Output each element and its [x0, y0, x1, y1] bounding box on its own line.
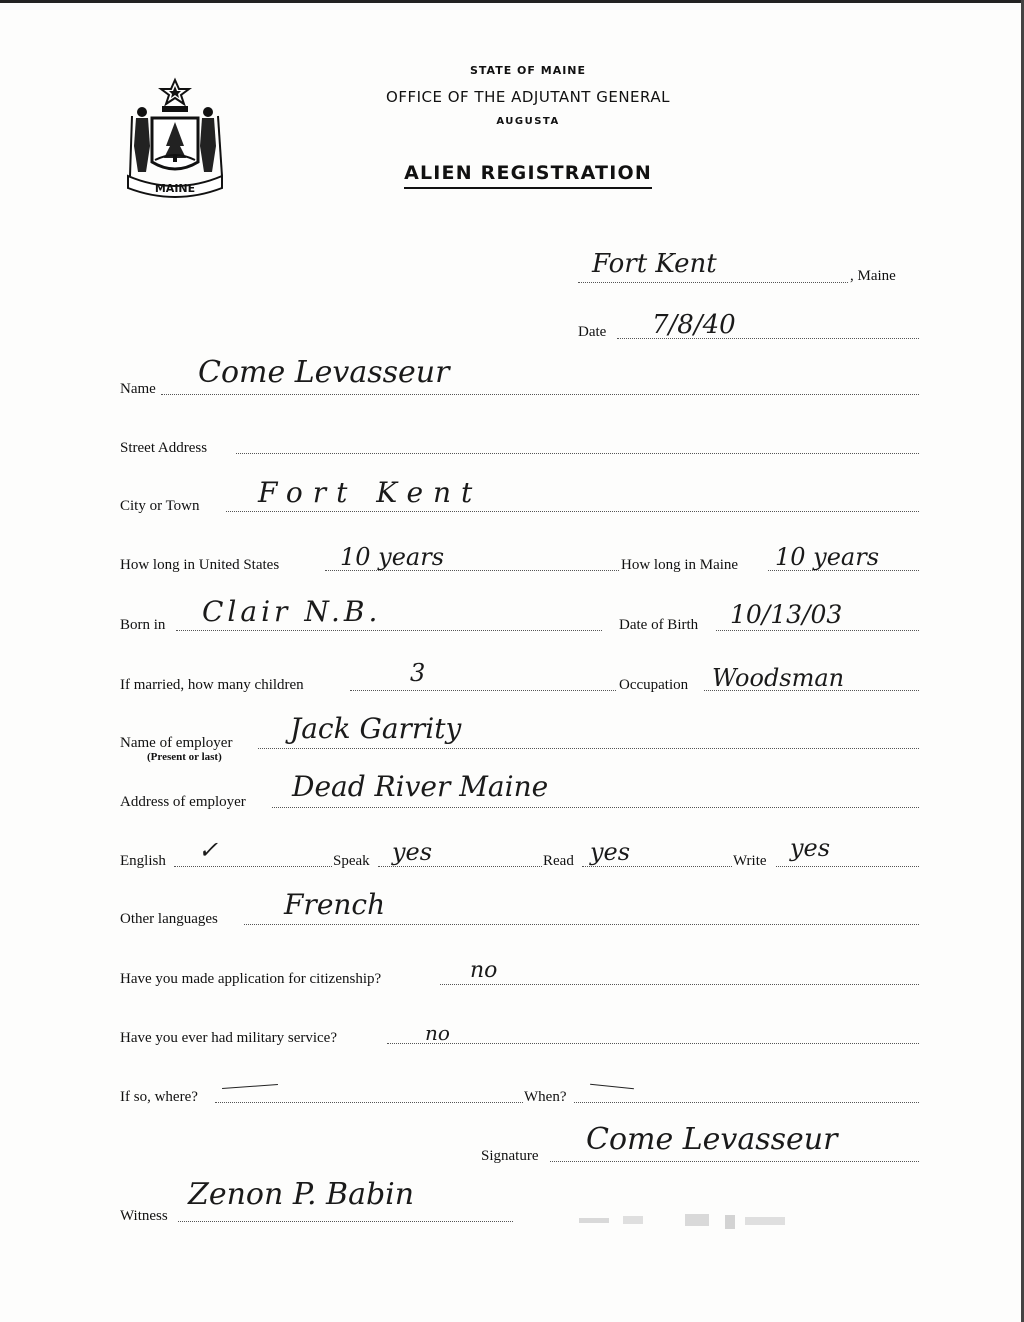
signature-value: Come Levasseur [586, 1122, 838, 1157]
citizenship-value: no [470, 958, 498, 983]
other-languages-line [244, 924, 919, 925]
military-service-line [387, 1043, 919, 1044]
employer-name-value: Jack Garrity [290, 712, 462, 745]
citizenship-label: Have you made application for citizenship? [120, 971, 382, 987]
date-of-birth-line [716, 630, 919, 631]
where-dash-mark [222, 1084, 278, 1089]
header-office: OFFICE OF THE ADJUTANT GENERAL [386, 88, 670, 106]
header-state: STATE OF MAINE [469, 64, 587, 77]
english-line [174, 866, 332, 867]
place-line [578, 282, 848, 283]
how-long-us-label: How long in United States [120, 557, 280, 573]
place-value: Fort Kent [592, 249, 717, 279]
citizenship-line [440, 984, 919, 985]
city-label: City or Town [120, 498, 200, 514]
other-languages-label: Other languages [120, 911, 218, 927]
military-service-value: no [425, 1021, 450, 1045]
seal-banner-text: MAINE [154, 182, 196, 195]
employer-name-sublabel: (Present or last) [147, 751, 222, 763]
born-in-line [176, 630, 602, 631]
name-line [161, 394, 919, 395]
employer-address-label: Address of employer [120, 794, 246, 810]
where-line [215, 1102, 523, 1103]
witness-value: Zenon P. Babin [188, 1177, 415, 1212]
date-label: Date [578, 324, 607, 340]
name-label: Name [120, 381, 156, 397]
faint-stamp-mark [575, 1210, 805, 1234]
other-languages-value: French [284, 888, 386, 921]
witness-line [178, 1221, 513, 1222]
city-line [226, 511, 919, 512]
read-label: Read [543, 853, 574, 869]
children-value: 3 [410, 659, 426, 687]
write-label: Write [733, 853, 767, 869]
occupation-value: Woodsman [712, 664, 845, 692]
employer-address-value: Dead River Maine [292, 770, 549, 803]
children-label: If married, how many children [120, 677, 304, 693]
write-line [776, 866, 919, 867]
where-label: If so, where? [120, 1089, 198, 1105]
form-title-text: ALIEN REGISTRATION [404, 162, 652, 189]
how-long-us-value: 10 years [340, 543, 445, 571]
place-suffix: , Maine [850, 268, 896, 284]
header-city: AUGUSTA [496, 116, 560, 127]
when-line [574, 1102, 919, 1103]
english-label: English [120, 853, 166, 869]
signature-label: Signature [481, 1148, 539, 1164]
form-title [16, 162, 1024, 184]
date-value: 7/8/40 [652, 310, 736, 340]
occupation-label: Occupation [619, 677, 689, 693]
city-value: Fort Kent [258, 476, 483, 509]
when-dash-mark [590, 1084, 634, 1090]
signature-line [550, 1161, 919, 1162]
english-value: ✓ [198, 836, 219, 864]
children-line [350, 690, 616, 691]
scan-edge-top [0, 0, 1024, 3]
date-of-birth-value: 10/13/03 [730, 600, 843, 629]
born-in-label: Born in [120, 617, 166, 633]
name-value: Come Levasseur [198, 355, 450, 390]
witness-label: Witness [120, 1208, 168, 1224]
when-label: When? [524, 1089, 567, 1105]
employer-name-label: Name of employer [120, 735, 233, 751]
how-long-maine-value: 10 years [775, 543, 880, 571]
speak-label: Speak [333, 853, 370, 869]
write-value: yes [790, 834, 831, 862]
read-value: yes [590, 838, 631, 866]
how-long-maine-label: How long in Maine [621, 557, 739, 573]
employer-name-line [258, 748, 919, 749]
employer-address-line [272, 807, 919, 808]
speak-value: yes [392, 838, 433, 866]
street-address-line [236, 453, 919, 454]
date-of-birth-label: Date of Birth [619, 617, 699, 633]
born-in-value: Clair N.B. [202, 595, 382, 628]
military-service-label: Have you ever had military service? [120, 1030, 337, 1046]
street-address-label: Street Address [120, 440, 208, 456]
